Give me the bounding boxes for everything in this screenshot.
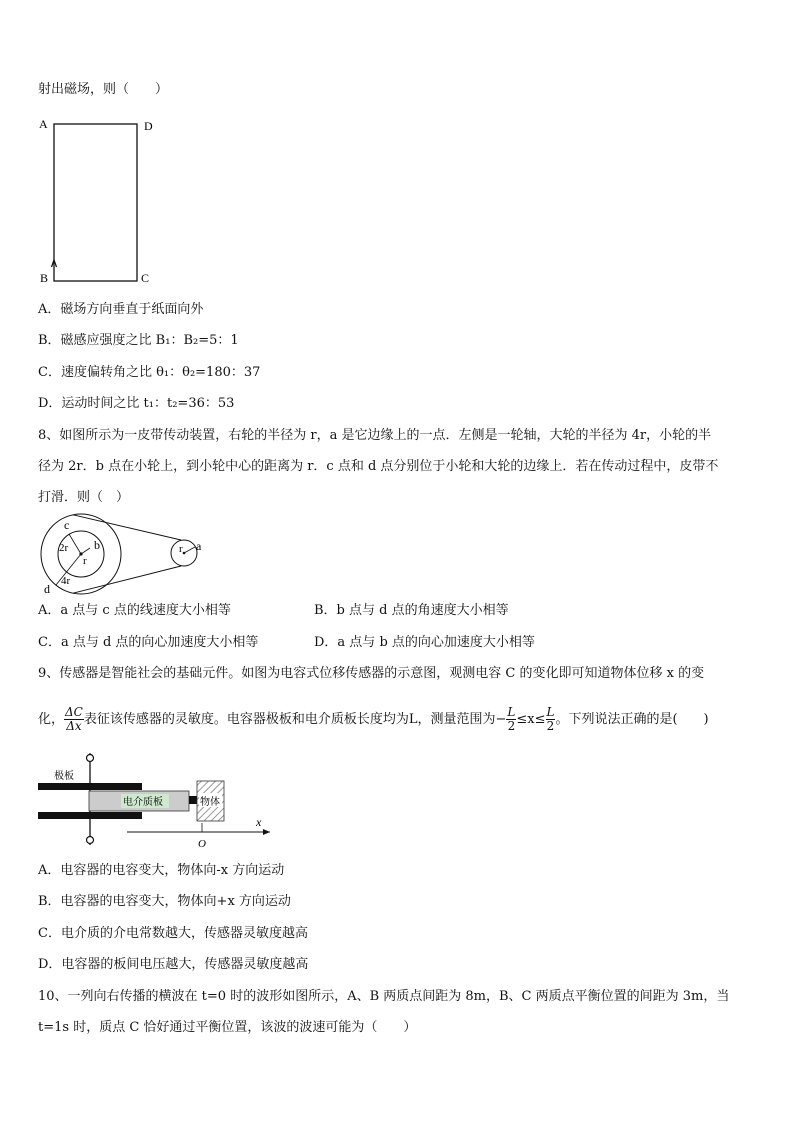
q8-stem-line1: 8、如图所示为一皮带传动装置，右轮的半径为 r，a 是它边缘上的一点．左侧是一轮轴，大轮的半径为 4r，小轮的半 <box>38 428 712 443</box>
x-axis-label: x <box>256 815 262 829</box>
range-fraction-left: $\frac{L}{2}$ <box>507 705 516 733</box>
q8-stem-line3: 打滑．则（ ） <box>38 490 130 505</box>
point-d: d <box>44 582 50 596</box>
q8-belt-figure <box>36 514 216 596</box>
q10-stem-line2: t=1s 时，质点 C 恰好通过平衡位置，该波的波速可能为（ ） <box>38 1020 417 1035</box>
label-r-inner: r <box>83 555 87 567</box>
point-a: a <box>196 539 202 553</box>
q9-option-c: C．电介质的介电常数越大，传感器灵敏度越高 <box>38 926 308 941</box>
q8-option-d: D．a 点与 b 点的向心加速度大小相等 <box>314 635 535 650</box>
label-d: D <box>144 119 153 133</box>
q7-option-d: D．运动时间之比 t₁：t₂=36：53 <box>38 396 235 411</box>
q8-option-c: C．a 点与 d 点的向心加速度大小相等 <box>38 635 259 650</box>
point-c: c <box>64 518 70 532</box>
point-b: b <box>94 538 100 552</box>
q7-option-c: C．速度偏转角之比 θ₁：θ₂=180：37 <box>38 365 261 380</box>
sensitivity-fraction: $\frac{\Delta C}{\Delta x}$ <box>65 705 83 733</box>
origin-label: O <box>198 838 206 850</box>
range-fraction-right: $\frac{L}{2}$ <box>546 705 555 733</box>
dielectric-label: 电介质板 <box>123 797 163 808</box>
q7-option-a: A．磁场方向垂直于纸面向外 <box>38 302 204 317</box>
plate-label: 极板 <box>54 771 74 782</box>
q8-option-b: B．b 点与 d 点的角速度大小相等 <box>314 603 509 618</box>
object-label: 物体 <box>200 797 220 808</box>
label-a: A <box>39 117 48 131</box>
q8-stem-line2: 径为 2r．b 点在小轮上，到小轮中心的距离为 r．c 点和 d 点分别位于小轮和大轮的边缘上．若在传动过程中，皮带不 <box>38 459 719 474</box>
q9-option-a: A．电容器的电容变大，物体向-x 方向运动 <box>38 863 285 878</box>
q10-stem-line1: 10、一列向右传播的横波在 t=0 时的波形如图所示，A、B 两质点间距为 8m，B、C 两质点平衡位置的间距为 3m，当 <box>38 989 730 1004</box>
q8-option-a: A．a 点与 c 点的线速度大小相等 <box>38 603 231 618</box>
q9-option-d: D．电容器的板间电压越大，传感器灵敏度越高 <box>38 957 309 972</box>
label-4r: 4r <box>61 575 71 587</box>
q9-stem-line1: 9、传感器是智能社会的基础元件。如图为电容式位移传感器的示意图，观测电容 C 的变化即可知道物体位移 x 的变 <box>38 666 705 681</box>
q9-capacitor-figure <box>38 753 283 853</box>
label-c: C <box>141 271 150 285</box>
q9-stem-line2: 化， $\frac{\Delta C}{\Delta x}$ 表征该传感器的灵敏度。电容器极板和电介质板长度均为L，测量范围为− $\frac{L}{2}$ ≤x≤ $\frac{L}{2}$ 。下列说法正确的是( ) <box>38 705 709 733</box>
label-2r: 2r <box>59 542 69 554</box>
q9-option-b: B．电容器的电容变大，物体向+x 方向运动 <box>38 894 291 909</box>
label-r-right: r <box>179 543 183 555</box>
label-b: B <box>40 271 49 285</box>
q7-option-b: B．磁感应强度之比 B₁：B₂=5：1 <box>38 333 239 348</box>
q7-rectangle-figure <box>36 114 166 286</box>
q7-stem-tail: 射出磁场，则（ ） <box>38 82 169 97</box>
